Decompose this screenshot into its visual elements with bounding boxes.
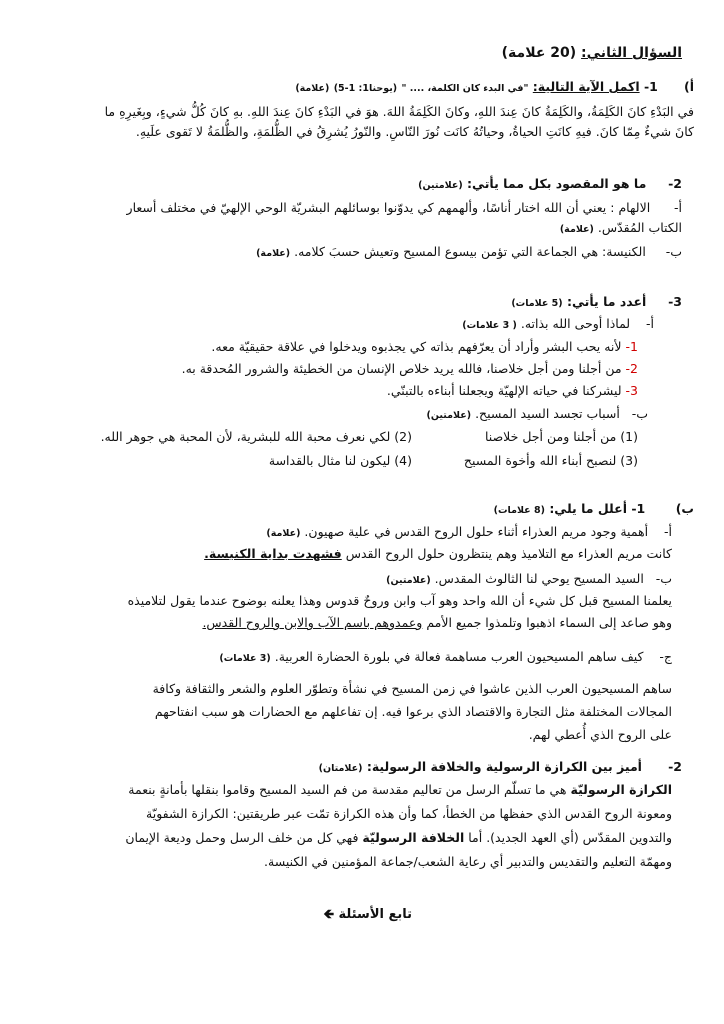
q1-marks: (علامة) [295, 83, 330, 94]
q2-a-line-2 [560, 219, 682, 239]
b-q1-a-answer-highlight: فشهدت بداية الكنيسة. [204, 546, 342, 561]
b-q1-a-answer-text: كانت مريم العذراء مع التلاميذ وهم ينتظرون حلول الروح القدس [345, 546, 672, 561]
question-heading: السؤال الثاني: [581, 45, 682, 61]
part-b-letter: ب) [675, 501, 694, 516]
q3-a-letter: أ- [646, 316, 654, 331]
b-q1-c-answer-line-2: المجالات المختلفة مثل التجارة والاقتصاد الذي برعوا فيه. إن تفاعلهم مع الحضارات هو سبب انفتاحهم [154, 704, 672, 719]
b-q2-term-1-definition: هي ما تسلّم الرسل من تعاليم مقدسة من فم السيد المسيح وقاموا بنقلها بأمانةٍ بنعمة [128, 782, 567, 797]
q3-item-2-text: من أجلنا ومن أجل خلاصنا، فالله يريد خلاص الإنسان من الخطيئة والشرور المُحدقة به. [181, 361, 622, 376]
b-q1-a-line [266, 523, 672, 543]
b-q1-b-line [386, 570, 672, 590]
q2-a-line-1 [127, 199, 682, 217]
reason-3: (3) لنصبح أبناء الله وأخوة المسيح [463, 453, 638, 468]
b-q2-term-2: الخلافة الرسوليّة [362, 830, 465, 845]
b-q1-c-marks: (3 علامات) [219, 653, 271, 664]
reason-2: (2) لكي نعرف محبة الله للبشرية، لأن المحبة هي جوهر الله. [100, 429, 412, 444]
part-a-letter: أ) [684, 79, 694, 94]
q3-marks: (5 علامات) [511, 298, 563, 309]
b-q1-b-answer-line-2 [202, 614, 672, 632]
b-q1-marks: (8 علامات) [493, 505, 545, 516]
question-total-marks: (20 علامة) [501, 45, 577, 61]
q1-answer-line-1: في البَدْءِ كانَ الكَلِمَةُ، والكَلِمَةُ كانَ عِندَ اللهِ، وكانَ الكَلِمَةُ اللهَ. هوَ في البَدْءِ كانَ عِندَ اللهِ. بهِ كانَ كُلُّ شيءٍ، وبِغَيرِهِ ما [104, 104, 694, 119]
reason-4: (4) ليكون لنا مثال بالقداسة [268, 453, 412, 468]
b-q1-b-answer-line-1: يعلمنا المسيح قبل كل شيء أن الله واحد وهو آب وابن وروحٌ قدوس وهذا يعلنه بوضوح عندما يقول لتلاميذه [127, 593, 672, 608]
b-q1-number: 1- [631, 501, 646, 516]
q3-a-text: لماذا أوحى الله بذاته. [520, 316, 631, 331]
b-q2-answer-line-3 [125, 829, 672, 847]
b-q1-b-letter: ب- [655, 571, 672, 586]
q2-marks: (علامتين) [418, 180, 463, 191]
q3-b-text: أسباب تجسد السيد المسيح. [475, 406, 620, 421]
b-q1-b-answer-text: وهو صاعد إلى السماء اذهبوا وتلمذوا جميع الأمم [426, 615, 672, 630]
b-q2-answer-line-1 [128, 781, 672, 799]
reason-1: (1) من أجلنا ومن أجل خلاصنا [484, 429, 638, 444]
q2-a-letter: أ- [674, 200, 682, 215]
q3-item-3-text: ليشركنا في حياته الإلهيّة ويجعلنا أبناءه بالتبنّي. [386, 383, 622, 398]
q2-b-letter: ب- [665, 244, 682, 259]
q3-b-line [427, 405, 648, 425]
q2-a-text-cont: الكتاب المُقدّس. [597, 220, 682, 235]
b-q2-marks: (علامتان) [318, 763, 363, 774]
q3-item-1-text: لأنه يحب البشر وأراد أن يعرّفهم بذاته كي يجذبوه ويدخلوا في علاقة حقيقيّة معه. [211, 339, 622, 354]
q1-label: اكمل الآية التالية: [532, 79, 640, 94]
q2-b-marks: (علامة) [256, 248, 291, 259]
b-q1-c-answer-line-3: على الروح الذي أُعطي لهم. [528, 727, 672, 742]
b-q2-answer-line-4: ومهمّة التعليم والتقديس والتدبير أي رعاية الشعب/جماعة المؤمنين في الكنيسة. [264, 854, 672, 869]
q3-a-line [462, 315, 654, 335]
left-arrow-icon: 🡸 [323, 907, 334, 922]
part-a-q1-line [295, 78, 694, 98]
b-q2-term-1: الكرازة الرسوليّة [570, 782, 672, 797]
q2-b-line [256, 243, 682, 263]
q2-label: ما هو المقصود بكل مما يأتي: [467, 176, 647, 191]
q1-answer-line-2: كانَ شيءٌ مِمّا كانَ. فيهِ كانَتِ الحياةُ، وحياتُهُ كانَت نُورَ النّاسِ. والنّورُ يُشرِقُ في الظُّلمَةِ، والظُّلمَةُ لا تَقوى علَيهِ. [135, 124, 694, 139]
b-q1-c-text: كيف ساهم المسيحيون العرب مساهمة فعالة في بلورة الحضارة العربية. [274, 649, 644, 664]
b-q1-a-letter: أ- [664, 524, 672, 539]
q2-a-marks: (علامة) [559, 224, 594, 235]
b-q1-b-text: السيد المسيح يوحي لنا الثالوث المقدس. [434, 571, 644, 586]
b-q1-a-text: أهمية وجود مريم العذراء أثناء حلول الروح القدس في علية صهيون. [304, 524, 649, 539]
q2-a-text: الالهام : يعني أن الله اختار أناسًا، وألهمهم كي يدوّنوا بوسائلهم البشريّة الوحي الإلهيّ في مختلف أسعار [126, 200, 651, 215]
footer-text: تابع الأسئلة [338, 907, 412, 922]
q3-item-2-number: 2- [625, 361, 638, 376]
b-q2-term-2-definition: فهي كل من خلف الرسل وحمل وديعة الإيمان [125, 830, 359, 845]
q3-item-1-number: 1- [625, 339, 638, 354]
q1-ref: (يوحنا1: 1-5) [333, 83, 398, 94]
b-q1-label: أعلل ما يلي: [549, 501, 627, 516]
b-q2-label: أميز بين الكرازة الرسولية والخلافة الرسولية: [366, 759, 642, 774]
q3-item-3-number: 3- [625, 383, 638, 398]
q3-a-marks: ( 3 علامات) [462, 320, 517, 331]
b-q1-a-answer [204, 545, 672, 563]
q3-heading [511, 293, 682, 313]
b-q2-heading [319, 758, 682, 778]
b-q2-number: 2- [668, 759, 682, 774]
b-q1-c-letter: ج- [659, 649, 672, 664]
q1-quote: "في البدء كان الكلمة، .... " [401, 83, 529, 94]
b-q1-a-marks: (علامة) [266, 528, 301, 539]
question-title [502, 44, 682, 62]
q3-item-2 [182, 360, 638, 378]
q3-b-marks: (علامتين) [426, 410, 472, 421]
q3-b-letter: ب- [631, 406, 648, 421]
footer-continue [323, 906, 412, 924]
b-q1-c-line [219, 648, 672, 668]
part-b-q1-line [494, 500, 694, 520]
q3-number: 3- [668, 294, 682, 309]
b-q1-b-marks: (علامتين) [386, 575, 431, 586]
q2-b-text: الكنيسة: هي الجماعة التي تؤمن بيسوع المسيح وتعيش حسبَ كلامه. [294, 244, 646, 259]
q2-heading [418, 175, 682, 195]
q1-number: 1- [643, 79, 658, 94]
b-q2-line-3-text: والتدوين المقدّس (أي العهد الجديد). أما [464, 830, 672, 845]
b-q1-b-answer-underlined: وعمدوهم باسم الآب والابن والروح القدس. [202, 615, 423, 630]
b-q1-c-answer-line-1: ساهم المسيحيون العرب الذين عاشوا في زمن المسيح في نشأة وتطوّر العلوم والشعر والثقافة وكافة [152, 681, 672, 696]
b-q2-answer-line-2: ومعونة الروح القدس الذي حفظها من الخطأ، كما وأن هذه الكرازة تمّت عبر طريقتين: الكرازة الشفويّة [146, 806, 672, 821]
q3-label: أعدد ما يأتي: [567, 294, 647, 309]
q3-item-3 [387, 382, 638, 400]
q3-item-1 [211, 338, 638, 356]
q2-number: 2- [668, 176, 682, 191]
